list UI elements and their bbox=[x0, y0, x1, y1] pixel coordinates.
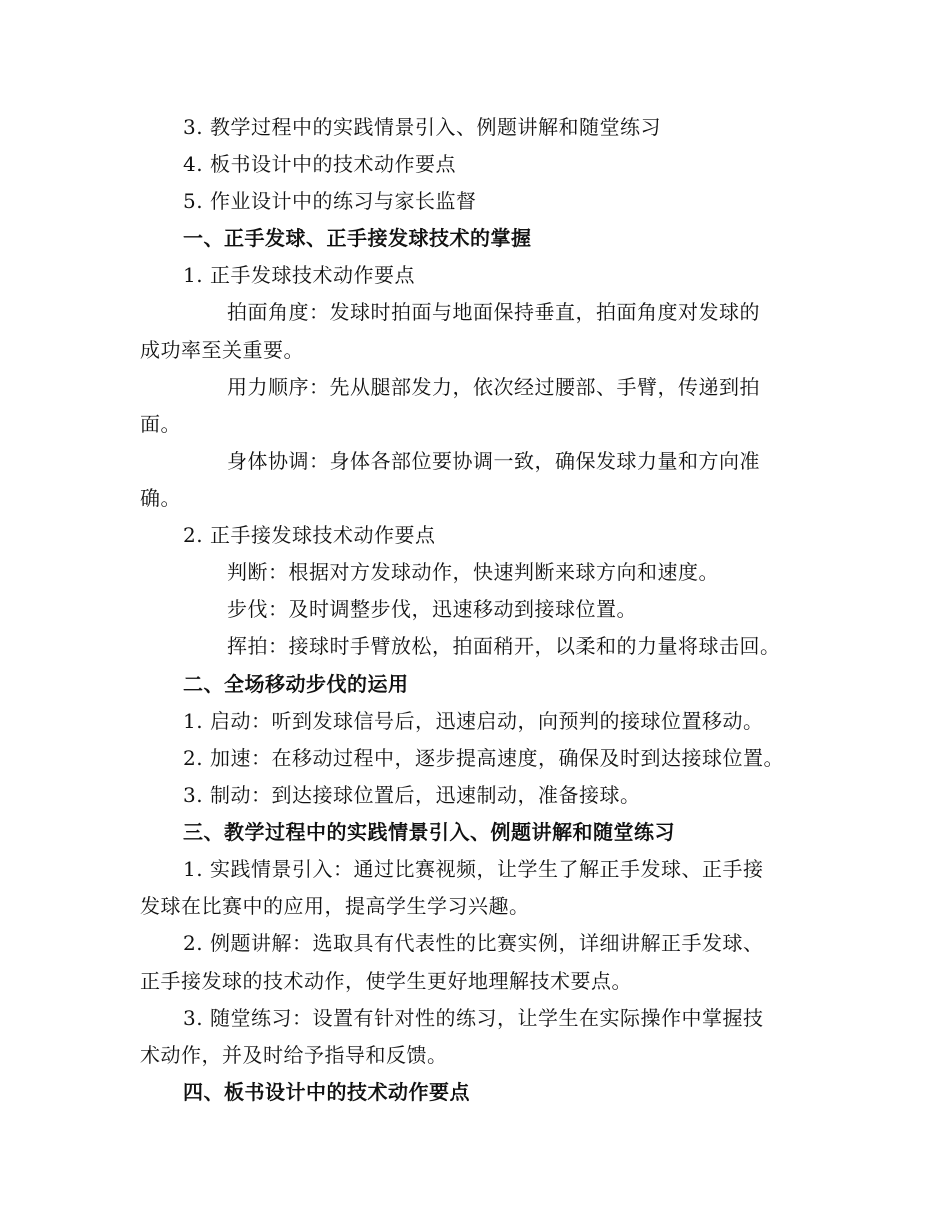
paragraph-line: 步伐：及时调整步伐，迅速移动到接球位置。 bbox=[227, 597, 637, 621]
paragraph-line: 3. 随堂练习：设置有针对性的练习，让学生在实际操作中掌握技 bbox=[183, 1006, 764, 1030]
list-item: 3. 制动：到达接球位置后，迅速制动，准备接球。 bbox=[183, 783, 641, 807]
subheading: 2. 正手接发球技术动作要点 bbox=[183, 523, 436, 547]
section-heading: 四、板书设计中的技术动作要点 bbox=[183, 1080, 470, 1104]
paragraph-line: 面。 bbox=[140, 412, 181, 436]
paragraph-line: 拍面角度：发球时拍面与地面保持垂直，拍面角度对发球的 bbox=[227, 300, 760, 324]
list-item: 4. 板书设计中的技术动作要点 bbox=[183, 152, 456, 176]
paragraph-line: 成功率至关重要。 bbox=[140, 338, 304, 362]
paragraph-line: 术动作，并及时给予指导和反馈。 bbox=[140, 1043, 448, 1067]
section-heading: 三、教学过程中的实践情景引入、例题讲解和随堂练习 bbox=[183, 820, 675, 844]
list-item: 1. 启动：听到发球信号后，迅速启动，向预判的接球位置移动。 bbox=[183, 709, 764, 733]
paragraph-line: 2. 例题讲解：选取具有代表性的比赛实例，详细讲解正手发球、 bbox=[183, 931, 764, 955]
paragraph-line: 用力顺序：先从腿部发力，依次经过腰部、手臂，传递到拍 bbox=[227, 375, 760, 399]
paragraph-line: 确。 bbox=[140, 486, 181, 510]
paragraph-line: 发球在比赛中的应用，提高学生学习兴趣。 bbox=[140, 894, 530, 918]
paragraph-line: 正手接发球的技术动作，使学生更好地理解技术要点。 bbox=[140, 969, 632, 993]
section-heading: 二、全场移动步伐的运用 bbox=[183, 672, 409, 696]
list-item: 5. 作业设计中的练习与家长监督 bbox=[183, 189, 477, 213]
section-heading: 一、正手发球、正手接发球技术的掌握 bbox=[183, 226, 532, 250]
paragraph-line: 身体协调：身体各部位要协调一致，确保发球力量和方向准 bbox=[227, 449, 760, 473]
paragraph-line: 判断：根据对方发球动作，快速判断来球方向和速度。 bbox=[227, 560, 719, 584]
subheading: 1. 正手发球技术动作要点 bbox=[183, 263, 415, 287]
list-item: 3. 教学过程中的实践情景引入、例题讲解和随堂练习 bbox=[183, 115, 661, 139]
paragraph-line: 挥拍：接球时手臂放松，拍面稍开，以柔和的力量将球击回。 bbox=[227, 634, 781, 658]
paragraph-line: 1. 实践情景引入：通过比赛视频，让学生了解正手发球、正手接 bbox=[183, 857, 764, 881]
list-item: 2. 加速：在移动过程中，逐步提高速度，确保及时到达接球位置。 bbox=[183, 746, 784, 770]
